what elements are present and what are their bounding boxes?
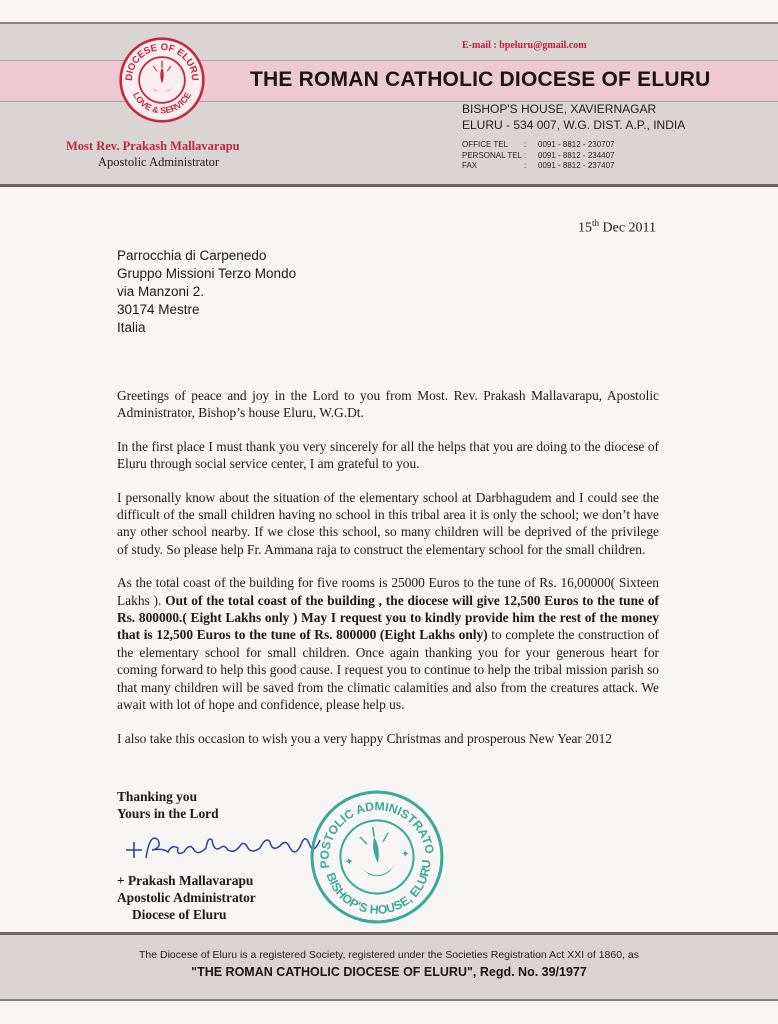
signer-diocese: Diocese of Eluru [132,907,227,922]
letterhead-title: THE ROMAN CATHOLIC DIOCESE OF ELURU [250,68,711,91]
closing-thanks: Thanking you [117,789,198,804]
svg-text:✦: ✦ [400,848,411,861]
contact-value: 0091 - 8812 - 230707 [538,140,615,149]
contact-separator: : [524,140,527,149]
svg-text:LOVE & SERVICE: LOVE & SERVICE [131,90,194,116]
footer-registration-text: The Diocese of Eluru is a registered Society, registered under the Societies Registration Act XXI of 1860, as [139,949,639,961]
date-day: 15 [578,220,592,236]
letter-body [117,387,659,763]
footer-society-name: "THE ROMAN CATHOLIC DIOCESE OF ELURU" [191,965,473,979]
contact-row [462,151,615,162]
contact-label: OFFICE TEL [462,140,509,149]
letterhead-footer [0,932,778,1001]
signer-title: Apostolic Administrator [117,890,256,905]
contact-label: FAX [462,161,478,170]
paragraph-request [117,574,659,713]
svg-text:APOSTOLIC ADMINISTRATOR: APOSTOLIC ADMINISTRATOR [317,799,437,870]
letter-date [578,218,656,237]
signer-name: + Prakash Mallavarapu [117,873,254,888]
date-suffix: th [592,218,600,228]
paragraph-greeting: Greetings of peace and joy in the Lord to you from Most. Rev. Prakash Mallavarapu, Apostolic Administrator, Bishop’s house Eluru, W.G.Dt. [117,388,659,421]
recipient-line: 30174 Mestre [117,302,200,317]
letterhead-address-line1: BISHOP'S HOUSE, XAVIERNAGAR [462,102,657,116]
letterhead-contacts [462,140,615,172]
bishop-title: Apostolic Administrator [98,155,220,169]
official-stamp-icon [306,786,448,928]
bishop-name: Most Rev. Prakash Mallavarapu [66,139,240,153]
contact-separator: : [524,150,527,160]
request-text-end: to complete the construction of the elementary school for small children. Once again thanking you for your generous heart for coming forward to help this good cause. I request you to continue to help the tribal mission parish so that many children will be saved from the climatic calamities and also from the creatures attack. We await with lot of hope and confidence, please help us. [117,627,659,713]
recipient-line: via Manzoni 2. [117,284,205,299]
recipient-address [117,247,296,337]
footer-registration-name [0,965,778,979]
svg-text:DIOCESE OF ELURU: DIOCESE OF ELURU [123,41,201,82]
letter-closing [117,788,219,822]
contact-value: 0091 - 8812 - 237407 [538,161,615,170]
recipient-line: Italia [117,320,146,335]
signer-block [117,872,256,923]
letterhead [0,22,778,187]
paragraph-thanks: In the first place I must thank you very sincerely for all the helps that you are doing to the diocese of Eluru through social service center, I am grateful to you. [117,438,659,472]
svg-text:✦: ✦ [344,856,355,869]
date-rest: Dec 2011 [599,220,657,236]
contact-label: PERSONAL TEL [462,150,523,160]
recipient-line: Parrocchia di Carpenedo [117,248,267,263]
letterhead-address-line2: ELURU - 534 007, W.G. DIST. A.P., INDIA [462,118,686,132]
diocese-seal-icon [118,36,206,124]
svg-text:BISHOP'S HOUSE, ELURU: BISHOP'S HOUSE, ELURU [323,859,434,917]
request-text: As the total coast of the building for five rooms is 25000 Euros to the tune of Rs. 16,00000( Sixteen Lakhs ). [117,575,659,608]
contact-row [462,161,615,172]
handwritten-signature [120,818,330,872]
request-bold-text: Out of the total coast of the building , the diocese will give 12,500 Euros to the tune of Rs. 800000.( Eight Lakhs only ) May I request you to kindly provide him the rest of the money that is 12,500 Euros to the tune of Rs. 800000 (Eight Lakhs only) [117,592,659,643]
closing-yours: Yours in the Lord [117,806,219,821]
paragraph-wishes: I also take this occasion to wish you a very happy Christmas and prosperous New Year 2012 [117,730,612,746]
contact-value: 0091 - 8812 - 234407 [538,150,615,160]
paragraph-school: I personally know about the situation of the elementary school at Darbhagudem and I could see the difficult of the small children having no school in this tribal area it is only the school; we don’t have any other school nearby. If we close this school, so many children will be deprived of the privilege of study. So please help Fr. Ammana raja to construct the elementary school for the small children. [117,489,659,557]
contact-row [462,140,615,151]
recipient-line: Gruppo Missioni Terzo Mondo [117,266,297,281]
contact-separator: : [524,161,527,170]
letterhead-email: E-mail : bpeluru@gmail.com [462,40,587,51]
footer-registration-number: , Regd. No. 39/1977 [472,965,587,979]
